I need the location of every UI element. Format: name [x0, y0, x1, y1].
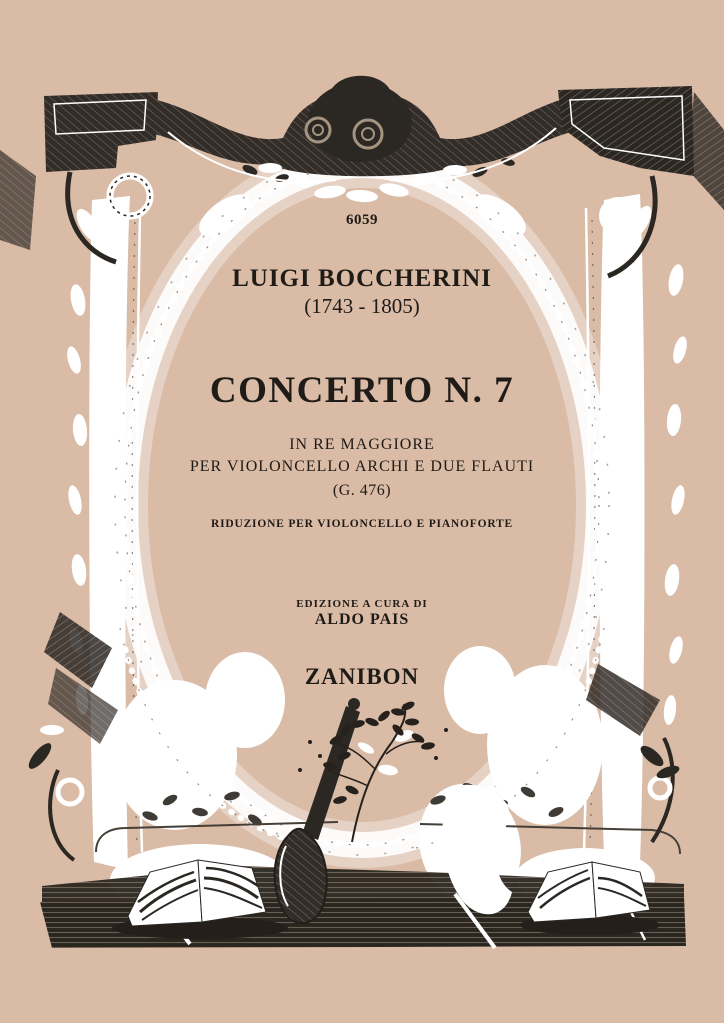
- editor-label: EDIZIONE A CURA DI: [296, 598, 428, 610]
- composer-dates: (1743 - 1805): [304, 294, 420, 318]
- catalog-number: (G. 476): [332, 482, 392, 499]
- composer-name: LUIGI BOCCHERINI: [232, 265, 492, 292]
- work-key: IN RE MAGGIORE: [289, 436, 435, 453]
- work-instrumentation: PER VIOLONCELLO ARCHI E DUE FLAUTI: [189, 458, 535, 475]
- plate-number: 6059: [346, 212, 378, 228]
- editor-name: ALDO PAIS: [314, 611, 410, 628]
- work-title: CONCERTO N. 7: [209, 370, 515, 411]
- publisher-name: ZANIBON: [304, 664, 420, 689]
- arrangement-note: RIDUZIONE PER VIOLONCELLO E PIANOFORTE: [211, 518, 513, 530]
